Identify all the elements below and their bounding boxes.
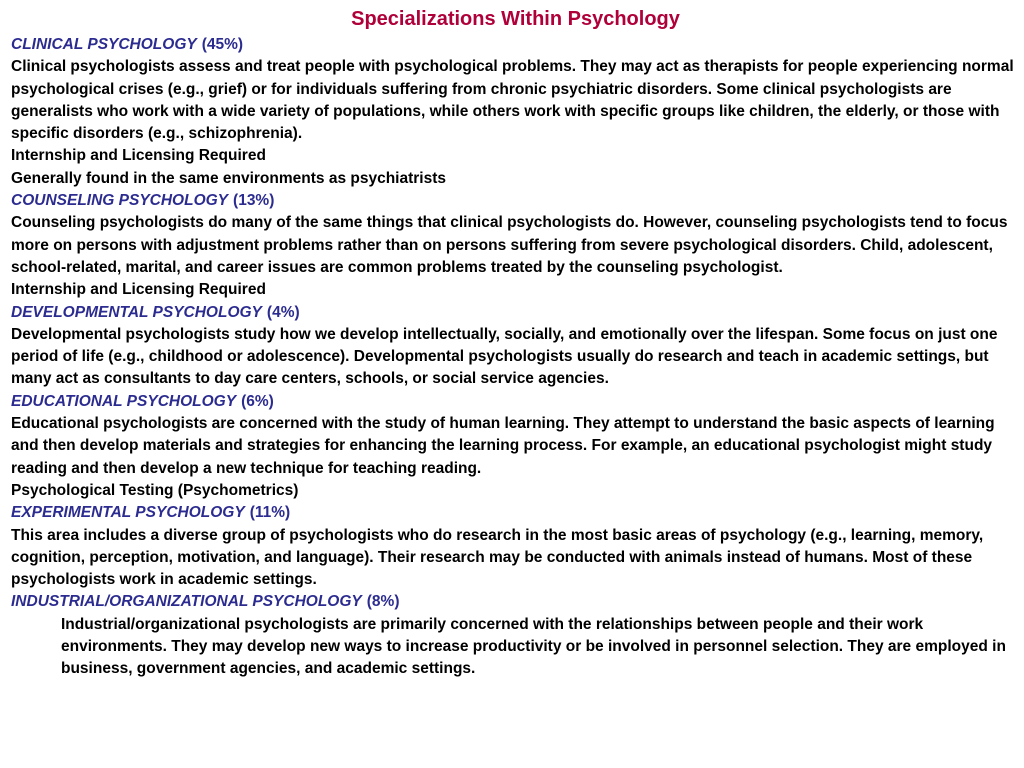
section-percent: (4%) (266, 303, 300, 321)
section-percent: (6%) (241, 392, 274, 410)
section-educational (11, 391, 1014, 502)
section-name: DEVELOPMENTAL PSYCHOLOGY (11, 303, 262, 321)
section-developmental (11, 302, 1014, 391)
section-note: Internship and Licensing Required (11, 281, 266, 299)
section-counseling (11, 190, 1014, 301)
section-heading (11, 502, 1014, 524)
section-heading (11, 302, 1014, 324)
section-clinical (11, 34, 1014, 190)
section-note: Internship and Licensing Required (11, 147, 266, 165)
section-description: Industrial/organizational psychologists are primarily concerned with the relationships between people and their work environments. They may develop new ways to increase productivity or be involved in personnel selection. They are employed in business, government agencies, and academic settings. (61, 615, 1006, 678)
section-heading (11, 34, 1014, 56)
section-description: Clinical psychologists assess and treat people with psychological problems. They may act as therapists for people experiencing normal psychological crises (e.g., grief) or for individuals suffering from chronic psychiatric disorders. Some clinical psychologists are generalists who work with a wide variety of populations, while others work with specific groups like children, the elderly, or those with specific disorders (e.g., schizophrenia). (11, 58, 1014, 143)
section-name: INDUSTRIAL/ORGANIZATIONAL PSYCHOLOGY (11, 593, 362, 611)
section-percent: (45%) (201, 36, 244, 53)
section-percent: (13%) (233, 192, 275, 210)
section-heading (11, 391, 1014, 413)
section-name: COUNSELING PSYCHOLOGY (11, 192, 229, 210)
section-note: Psychological Testing (Psychometrics) (11, 481, 299, 499)
section-heading (11, 591, 1014, 613)
section-description: This area includes a diverse group of psychologists who do research in the most basic areas of psychology (e.g., learning, memory, cognition, perception, motivation, and language). Their research may be conducted with animals instead of humans. Most of these psychologists work in academic settings. (11, 526, 984, 589)
section-description: Counseling psychologists do many of the same things that clinical psychologists do. However, counseling psychologists tend to focus more on persons with adjustment problems rather than on persons suffering from severe psychological disorders. Child, adolescent, school-related, marital, and career issues are common problems treated by the counseling psychologist. (11, 214, 1008, 276)
section-note: Generally found in the same environments as psychiatrists (11, 169, 446, 187)
section-description: Educational psychologists are concerned with the study of human learning. They attempt to understand the basic aspects of learning and then develop materials and strategies for enhancing the learning process. For example, an educational psychologist might study reading and then develop a new technique for teaching reading. (11, 415, 995, 477)
section-name: EXPERIMENTAL PSYCHOLOGY (11, 504, 245, 522)
section-name: EDUCATIONAL PSYCHOLOGY (11, 392, 237, 410)
section-name: CLINICAL PSYCHOLOGY (11, 36, 197, 53)
section-experimental (11, 502, 1014, 591)
slide-title: Specializations Within Psychology (351, 8, 680, 30)
section-percent: (8%) (366, 593, 400, 611)
section-heading (11, 190, 1014, 212)
section-description: Developmental psychologists study how we develop intellectually, socially, and emotionally over the lifespan. Some focus on just one period of life (e.g., childhood or adolescence). Developmental psychologists usually do research and teach in academic settings, but many act as consultants to day care centers, schools, or social service agencies. (11, 325, 998, 388)
section-percent: (11%) (249, 504, 291, 522)
section-industrial-organizational (11, 591, 1014, 680)
